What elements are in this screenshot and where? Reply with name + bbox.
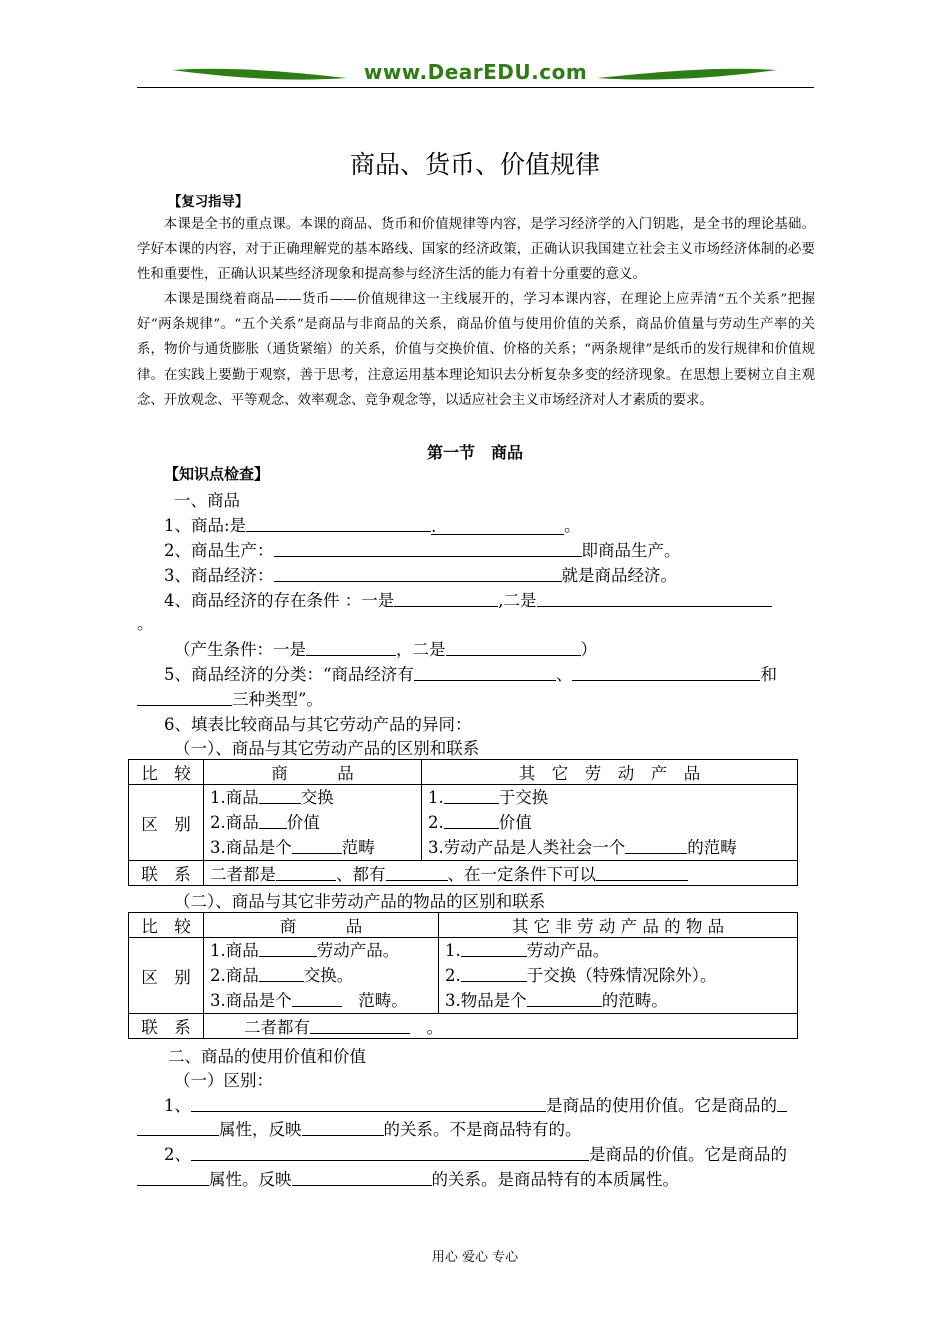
part1-heading: 一、商品	[174, 491, 240, 510]
t2-blank[interactable]	[259, 939, 317, 957]
t1-blank[interactable]	[386, 863, 448, 881]
header-rule	[137, 87, 814, 88]
table2-caption: （二）、商品与其它非劳动产品的物品的区别和联系	[174, 892, 546, 911]
question-4-origin: （产生条件：一是 ，二是 ）	[174, 636, 597, 660]
t1-other-diff: 1. 于交换 2. 价值 3.劳动产品是人类社会一个 的范畴	[422, 785, 798, 861]
value-q2-cont: 属性。反映 的关系。是商品特有的本质属性。	[137, 1166, 679, 1190]
knowledge-check-heading: 【知识点检查】	[164, 465, 270, 483]
question-4: 4、商品经济的存在条件 ：一是 ,二是	[164, 587, 772, 611]
t2-blank[interactable]	[292, 989, 342, 1007]
doc-title: 商品、货币、价值规律	[349, 150, 600, 179]
t2-row-difference: 区 别	[129, 938, 204, 1014]
t2-blank[interactable]	[259, 964, 304, 982]
q5-blank-b[interactable]	[572, 663, 760, 681]
question-5-cont: 三种类型”。	[137, 686, 323, 710]
table-2	[128, 912, 798, 1039]
t1-blank[interactable]	[259, 786, 301, 804]
value-q2: 2、 是商品的价值。它是商品的	[164, 1141, 787, 1165]
t2-blank[interactable]	[461, 939, 527, 957]
t2-header-compare: 比 较	[129, 913, 204, 938]
table1-caption: （一）、商品与其它劳动产品的区别和联系	[174, 739, 480, 758]
t1-commodity-diff: 1.商品 交换 2.商品 价值 3.商品是个 范畴	[204, 785, 422, 861]
t1-blank[interactable]	[444, 811, 499, 829]
q4-blank-a[interactable]	[394, 589, 498, 607]
t2-blank[interactable]	[527, 989, 602, 1007]
u1-blank-a[interactable]	[191, 1094, 546, 1112]
u2-blank-a[interactable]	[191, 1143, 589, 1161]
q4b-blank-a[interactable]	[306, 638, 396, 656]
t1-row-difference: 区 别	[129, 785, 204, 861]
right-swoosh-icon	[597, 66, 777, 84]
q4-blank-b[interactable]	[537, 589, 772, 607]
question-5: 5、商品经济的分类：“商品经济有 、 和	[164, 661, 777, 685]
t1-blank[interactable]	[625, 836, 687, 854]
question-3: 3、商品经济： 就是商品经济。	[164, 562, 677, 586]
t1-header-commodity: 商 品	[204, 760, 422, 785]
table-1	[128, 759, 798, 886]
t2-link-cell: 二者都有 。	[204, 1014, 798, 1039]
q4b-blank-b[interactable]	[446, 638, 581, 656]
part2-heading: 二、商品的使用价值和价值	[168, 1047, 366, 1066]
u2-blank-b[interactable]	[137, 1168, 209, 1186]
t1-blank[interactable]	[276, 863, 336, 881]
section-title: 第一节 商品	[426, 443, 523, 462]
t1-blank[interactable]	[444, 786, 499, 804]
t2-blank[interactable]	[310, 1016, 410, 1034]
guide-paragraph-2: 本课是围绕着商品——货币——价值规律这一主线展开的，学习本课内容，在理论上应弄清“五个关系”把握好“两条规律”。“五个关系”是商品与非商品的关系，商品价值与使用价值的关系，商品价值量与劳动生产率的关系，物价与通货膨胀（通货紧缩）的关系，价值与交换价值、价格的关系；“两条规律”是纸币的发行规律和价值规律。在实践上要勤于观察，善于思考，注意运用基本理论知识去分析复杂多变的经济现象。在思想上要树立自主观念、开放观念、平等观念、效率观念、竞争观念等，以适应社会主义市场经济对人才素质的要求。	[137, 292, 815, 408]
t2-blank[interactable]	[461, 964, 527, 982]
guide-heading: 【复习指导】	[168, 194, 249, 210]
use-value-q1-cont: 属性，反映 的关系。不是商品特有的。	[137, 1116, 582, 1140]
part2-sub-heading: （一）区别：	[174, 1071, 273, 1090]
t1-blank[interactable]	[259, 811, 287, 829]
t1-blank[interactable]	[292, 836, 342, 854]
q1-blank-a[interactable]	[246, 514, 431, 532]
q1-blank-b[interactable]: .	[431, 517, 564, 535]
t1-link-cell: 二者都是 、都有 、在一定条件下可以	[204, 861, 798, 886]
t2-row-link: 联 系	[129, 1014, 204, 1039]
question-1: 1、商品:是 . 。	[164, 512, 581, 536]
t1-row-link: 联 系	[129, 861, 204, 886]
page-footer: 用心 爱心 专心	[431, 1250, 519, 1265]
q5-blank-c[interactable]	[137, 688, 232, 706]
t1-header-other: 其 它 劳 动 产 品	[422, 760, 798, 785]
question-6: 6、填表比较商品与其它劳动产品的异同：	[164, 715, 472, 734]
q3-blank[interactable]	[274, 564, 562, 582]
question-4-end: 。	[137, 614, 154, 633]
q5-blank-a[interactable]	[414, 663, 556, 681]
use-value-q1: 1、 是商品的使用价值。它是商品的	[164, 1092, 787, 1116]
u1-blank-b[interactable]	[777, 1094, 787, 1112]
guide-paragraph-1: 本课是全书的重点课。本课的商品、货币和价值规律等内容，是学习经济学的入门钥匙，是全书的理论基础。学好本课的内容，对于正确理解党的基本路线、国家的经济政策，正确认识我国建立社会主义市场经济体制的必要性和重要性，正确认识某些经济现象和提高参与经济生活的能力有着十分重要的意义。	[137, 217, 815, 283]
site-logo[interactable]: www.DearEDU.com	[363, 60, 588, 84]
t1-header-compare: 比 较	[129, 760, 204, 785]
q2-blank[interactable]	[274, 539, 582, 557]
u2-blank-c[interactable]	[292, 1168, 432, 1186]
t2-commodity-diff: 1.商品 劳动产品。 2.商品 交换。 3.商品是个 范畴。	[204, 938, 439, 1014]
t2-header-other: 其 它 非 劳 动 产 品 的 物 品	[439, 913, 798, 938]
t2-header-commodity: 商 品	[204, 913, 439, 938]
u1-blank-d[interactable]	[302, 1118, 384, 1136]
u1-blank-c[interactable]	[137, 1118, 219, 1136]
t1-blank[interactable]	[596, 863, 688, 881]
t2-other-diff: 1. 劳动产品。 2. 于交换（特殊情况除外）。 3.物品是个 的范畴。	[439, 938, 798, 1014]
site-header	[137, 58, 814, 90]
question-2: 2、商品生产： 即商品生产。	[164, 537, 681, 561]
